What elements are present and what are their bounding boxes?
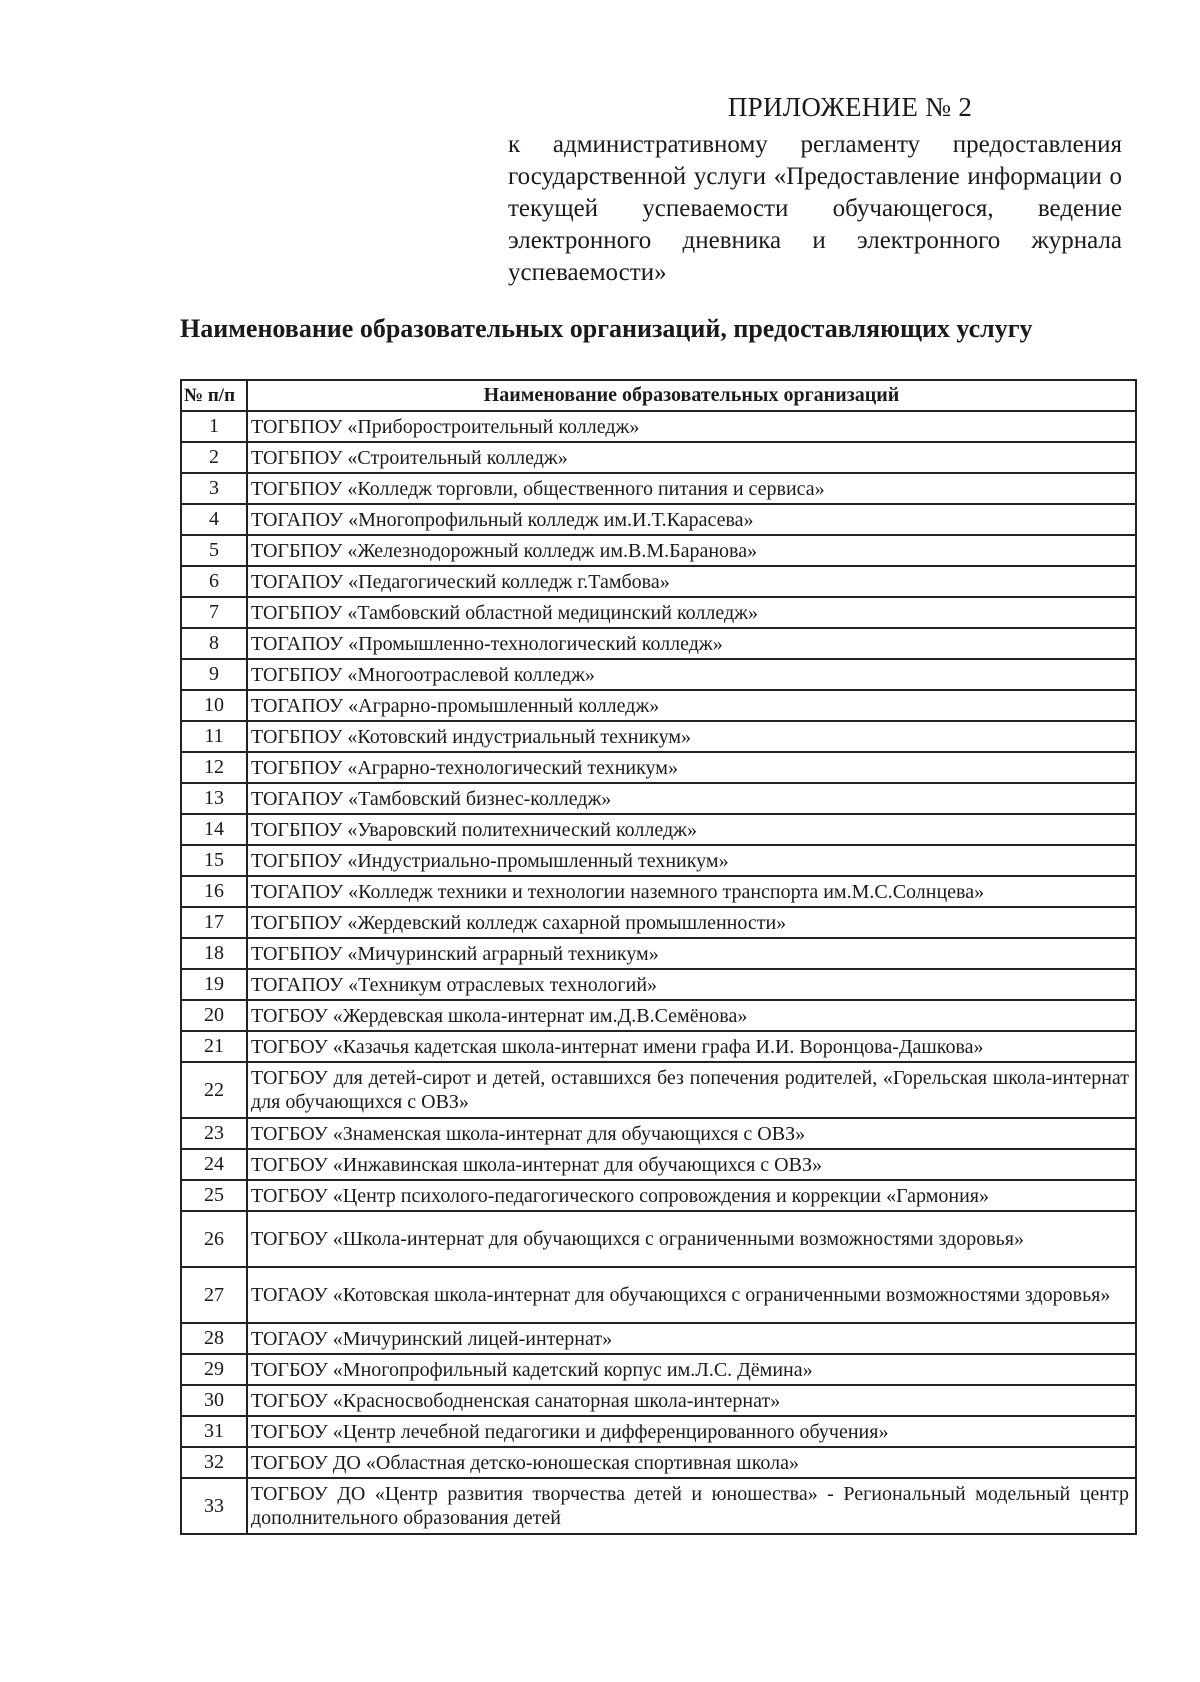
row-number: 1 <box>181 411 247 442</box>
row-number: 19 <box>181 969 247 1000</box>
row-number: 15 <box>181 845 247 876</box>
table-row <box>181 907 1136 938</box>
row-number: 30 <box>181 1385 247 1416</box>
organization-name: ТОГБОУ «Казачья кадетская школа-интернат имени графа И.И. Воронцова-Дашкова» <box>247 1031 1136 1062</box>
organization-name: ТОГБОУ «Многопрофильный кадетский корпус им.Л.С. Дёмина» <box>247 1354 1136 1385</box>
organization-name: ТОГБОУ «Центр лечебной педагогики и дифференцированного обучения» <box>247 1416 1136 1447</box>
row-number: 2 <box>181 442 247 473</box>
row-number: 10 <box>181 690 247 721</box>
row-number: 8 <box>181 628 247 659</box>
table-row <box>181 473 1136 504</box>
table-row <box>181 442 1136 473</box>
organization-name: ТОГБОУ ДО «Областная детско-юношеская спортивная школа» <box>247 1447 1136 1478</box>
row-number: 18 <box>181 938 247 969</box>
row-number: 29 <box>181 1354 247 1385</box>
table-row <box>181 1323 1136 1354</box>
table-body <box>181 411 1136 1534</box>
table-row <box>181 845 1136 876</box>
page-title: Наименование образовательных организаций, предоставляющих услугу <box>180 314 1033 343</box>
row-number: 13 <box>181 783 247 814</box>
table-header-row <box>181 380 1136 411</box>
table-row <box>181 938 1136 969</box>
row-number: 4 <box>181 504 247 535</box>
organization-name: ТОГБОУ «Центр психолого-педагогического сопровождения и коррекции «Гармония» <box>247 1180 1136 1211</box>
organization-name: ТОГБПОУ «Строительный колледж» <box>247 442 1136 473</box>
table-row <box>181 628 1136 659</box>
organization-name: ТОГБОУ «Красносвободненская санаторная школа-интернат» <box>247 1385 1136 1416</box>
row-number: 17 <box>181 907 247 938</box>
organization-name: ТОГБОУ ДО «Центр развития творчества детей и юношества» - Региональный модельный центр дополнительного образования детей <box>247 1478 1136 1534</box>
table-row <box>181 752 1136 783</box>
row-number: 12 <box>181 752 247 783</box>
row-number: 7 <box>181 597 247 628</box>
row-number: 23 <box>181 1118 247 1149</box>
organization-name: ТОГБПОУ «Котовский индустриальный техникум» <box>247 721 1136 752</box>
table-row <box>181 1149 1136 1180</box>
organizations-table <box>180 379 1137 1535</box>
row-number: 22 <box>181 1062 247 1118</box>
table-row <box>181 411 1136 442</box>
table-row <box>181 1354 1136 1385</box>
row-number: 27 <box>181 1267 247 1323</box>
organization-name: ТОГБОУ «Школа-интернат для обучающихся с ограниченными возможностями здоровья» <box>247 1211 1136 1267</box>
row-number: 3 <box>181 473 247 504</box>
table-row <box>181 597 1136 628</box>
table-row <box>181 1118 1136 1149</box>
organization-name: ТОГАПОУ «Тамбовский бизнес-колледж» <box>247 783 1136 814</box>
organization-name: ТОГАПОУ «Педагогический колледж г.Тамбова» <box>247 566 1136 597</box>
table-row <box>181 1385 1136 1416</box>
organization-name: ТОГАПОУ «Многопрофильный колледж им.И.Т.Карасева» <box>247 504 1136 535</box>
organization-name: ТОГБОУ для детей-сирот и детей, оставшихся без попечения родителей, «Горельская школа-интернат для обучающихся с ОВЗ» <box>247 1062 1136 1118</box>
row-number: 21 <box>181 1031 247 1062</box>
table-row <box>181 1062 1136 1118</box>
row-number: 11 <box>181 721 247 752</box>
row-number: 6 <box>181 566 247 597</box>
row-number: 25 <box>181 1180 247 1211</box>
organization-name: ТОГБПОУ «Железнодорожный колледж им.В.М.Баранова» <box>247 535 1136 566</box>
table-row <box>181 783 1136 814</box>
organization-name: ТОГБПОУ «Колледж торговли, общественного питания и сервиса» <box>247 473 1136 504</box>
table-row <box>181 1478 1136 1534</box>
organization-name: ТОГБПОУ «Тамбовский областной медицинский колледж» <box>247 597 1136 628</box>
appendix-text: к административному регламенту предоставления государственной услуги «Предоставление информации о текущей успеваемости обучающегося, ведение электронного дневника и электронного журнала успеваемости» <box>508 131 1122 286</box>
table-row <box>181 721 1136 752</box>
table-row <box>181 504 1136 535</box>
row-number: 20 <box>181 1000 247 1031</box>
organization-name: ТОГАОУ «Котовская школа-интернат для обучающихся с ограниченными возможностями здоровья» <box>247 1267 1136 1323</box>
table-row <box>181 1267 1136 1323</box>
row-number: 28 <box>181 1323 247 1354</box>
table-row <box>181 1447 1136 1478</box>
appendix-title: ПРИЛОЖЕНИЕ № 2 <box>727 92 973 122</box>
organization-name: ТОГАПОУ «Колледж техники и технологии наземного транспорта им.М.С.Солнцева» <box>247 876 1136 907</box>
row-number: 14 <box>181 814 247 845</box>
table-row <box>181 1180 1136 1211</box>
table-row <box>181 969 1136 1000</box>
row-number: 26 <box>181 1211 247 1267</box>
organization-name: ТОГБПОУ «Мичуринский аграрный техникум» <box>247 938 1136 969</box>
organization-name: ТОГБПОУ «Индустриально-промышленный техникум» <box>247 845 1136 876</box>
row-number: 32 <box>181 1447 247 1478</box>
organization-name: ТОГБПОУ «Уваровский политехнический колледж» <box>247 814 1136 845</box>
row-number: 16 <box>181 876 247 907</box>
organization-name: ТОГАПОУ «Техникум отраслевых технологий» <box>247 969 1136 1000</box>
row-number: 5 <box>181 535 247 566</box>
organization-name: ТОГАПОУ «Аграрно-промышленный колледж» <box>247 690 1136 721</box>
organization-name: ТОГАОУ «Мичуринский лицей-интернат» <box>247 1323 1136 1354</box>
organization-name: ТОГБПОУ «Приборостроительный колледж» <box>247 411 1136 442</box>
row-number: 33 <box>181 1478 247 1534</box>
organization-name: ТОГБПОУ «Многоотраслевой колледж» <box>247 659 1136 690</box>
organization-name: ТОГАПОУ «Промышленно-технологический колледж» <box>247 628 1136 659</box>
table-row <box>181 1416 1136 1447</box>
table-row <box>181 535 1136 566</box>
table-row <box>181 1000 1136 1031</box>
table-row <box>181 659 1136 690</box>
row-number: 9 <box>181 659 247 690</box>
organization-name: ТОГБПОУ «Аграрно-технологический техникум» <box>247 752 1136 783</box>
table-row <box>181 1031 1136 1062</box>
organization-name: ТОГБОУ «Инжавинская школа-интернат для обучающихся с ОВЗ» <box>247 1149 1136 1180</box>
row-number: 24 <box>181 1149 247 1180</box>
organization-name: ТОГБПОУ «Жердевский колледж сахарной промышленности» <box>247 907 1136 938</box>
table-row <box>181 566 1136 597</box>
row-number: 31 <box>181 1416 247 1447</box>
organization-name: ТОГБОУ «Жердевская школа-интернат им.Д.В.Семёнова» <box>247 1000 1136 1031</box>
table-row <box>181 1211 1136 1267</box>
column-header-number: № п/п <box>181 380 247 411</box>
column-header-name: Наименование образовательных организаций <box>247 380 1136 411</box>
table-row <box>181 690 1136 721</box>
table-row <box>181 814 1136 845</box>
organization-name: ТОГБОУ «Знаменская школа-интернат для обучающихся с ОВЗ» <box>247 1118 1136 1149</box>
appendix-block <box>508 92 1122 289</box>
table-row <box>181 876 1136 907</box>
